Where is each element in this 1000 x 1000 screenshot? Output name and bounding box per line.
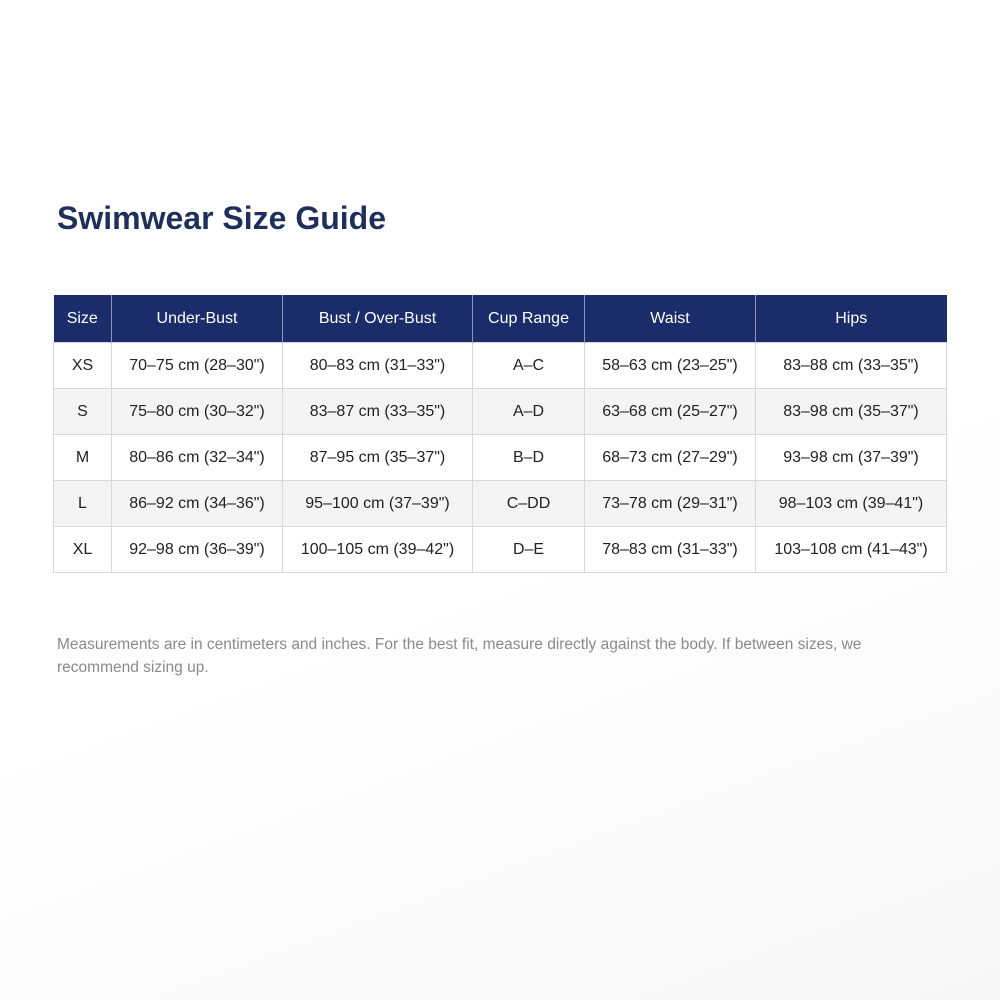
size-cell: XL: [54, 527, 112, 573]
hips-cell: 103–108 cm (41–43"): [756, 527, 947, 573]
under-bust-cell: 92–98 cm (36–39"): [112, 527, 283, 573]
column-header-waist: Waist: [585, 295, 756, 343]
table-header-row: [54, 295, 947, 343]
page-title: Swimwear Size Guide: [57, 200, 386, 236]
waist-cell: 63–68 cm (25–27"): [585, 389, 756, 435]
hips-cell: 93–98 cm (37–39"): [756, 435, 947, 481]
hips-cell: 83–88 cm (33–35"): [756, 343, 947, 389]
column-header-under-bust: Under-Bust: [112, 295, 283, 343]
bust-cell: 95–100 cm (37–39"): [283, 481, 473, 527]
hips-cell: 98–103 cm (39–41"): [756, 481, 947, 527]
table-row: [54, 481, 947, 527]
table-row: [54, 435, 947, 481]
under-bust-cell: 75–80 cm (30–32"): [112, 389, 283, 435]
size-cell: M: [54, 435, 112, 481]
bust-cell: 80–83 cm (31–33"): [283, 343, 473, 389]
under-bust-cell: 80–86 cm (32–34"): [112, 435, 283, 481]
column-header-bust: Bust / Over-Bust: [283, 295, 473, 343]
cup-range-cell: A–D: [473, 389, 585, 435]
size-table: [53, 295, 947, 573]
cup-range-cell: B–D: [473, 435, 585, 481]
waist-cell: 68–73 cm (27–29"): [585, 435, 756, 481]
table-row: [54, 389, 947, 435]
column-header-hips: Hips: [756, 295, 947, 343]
size-cell: L: [54, 481, 112, 527]
waist-cell: 58–63 cm (23–25"): [585, 343, 756, 389]
bust-cell: 87–95 cm (35–37"): [283, 435, 473, 481]
column-header-size: Size: [54, 295, 112, 343]
cup-range-cell: A–C: [473, 343, 585, 389]
bust-cell: 83–87 cm (33–35"): [283, 389, 473, 435]
cup-range-cell: D–E: [473, 527, 585, 573]
waist-cell: 78–83 cm (31–33"): [585, 527, 756, 573]
size-cell: S: [54, 389, 112, 435]
table-row: [54, 343, 947, 389]
under-bust-cell: 86–92 cm (34–36"): [112, 481, 283, 527]
bust-cell: 100–105 cm (39–42"): [283, 527, 473, 573]
waist-cell: 73–78 cm (29–31"): [585, 481, 756, 527]
under-bust-cell: 70–75 cm (28–30"): [112, 343, 283, 389]
column-header-cup-range: Cup Range: [473, 295, 585, 343]
table-row: [54, 527, 947, 573]
measurement-note: Measurements are in centimeters and inches. For the best fit, measure directly against the body. If between sizes, we recommend sizing up.: [57, 636, 862, 676]
cup-range-cell: C–DD: [473, 481, 585, 527]
hips-cell: 83–98 cm (35–37"): [756, 389, 947, 435]
size-cell: XS: [54, 343, 112, 389]
